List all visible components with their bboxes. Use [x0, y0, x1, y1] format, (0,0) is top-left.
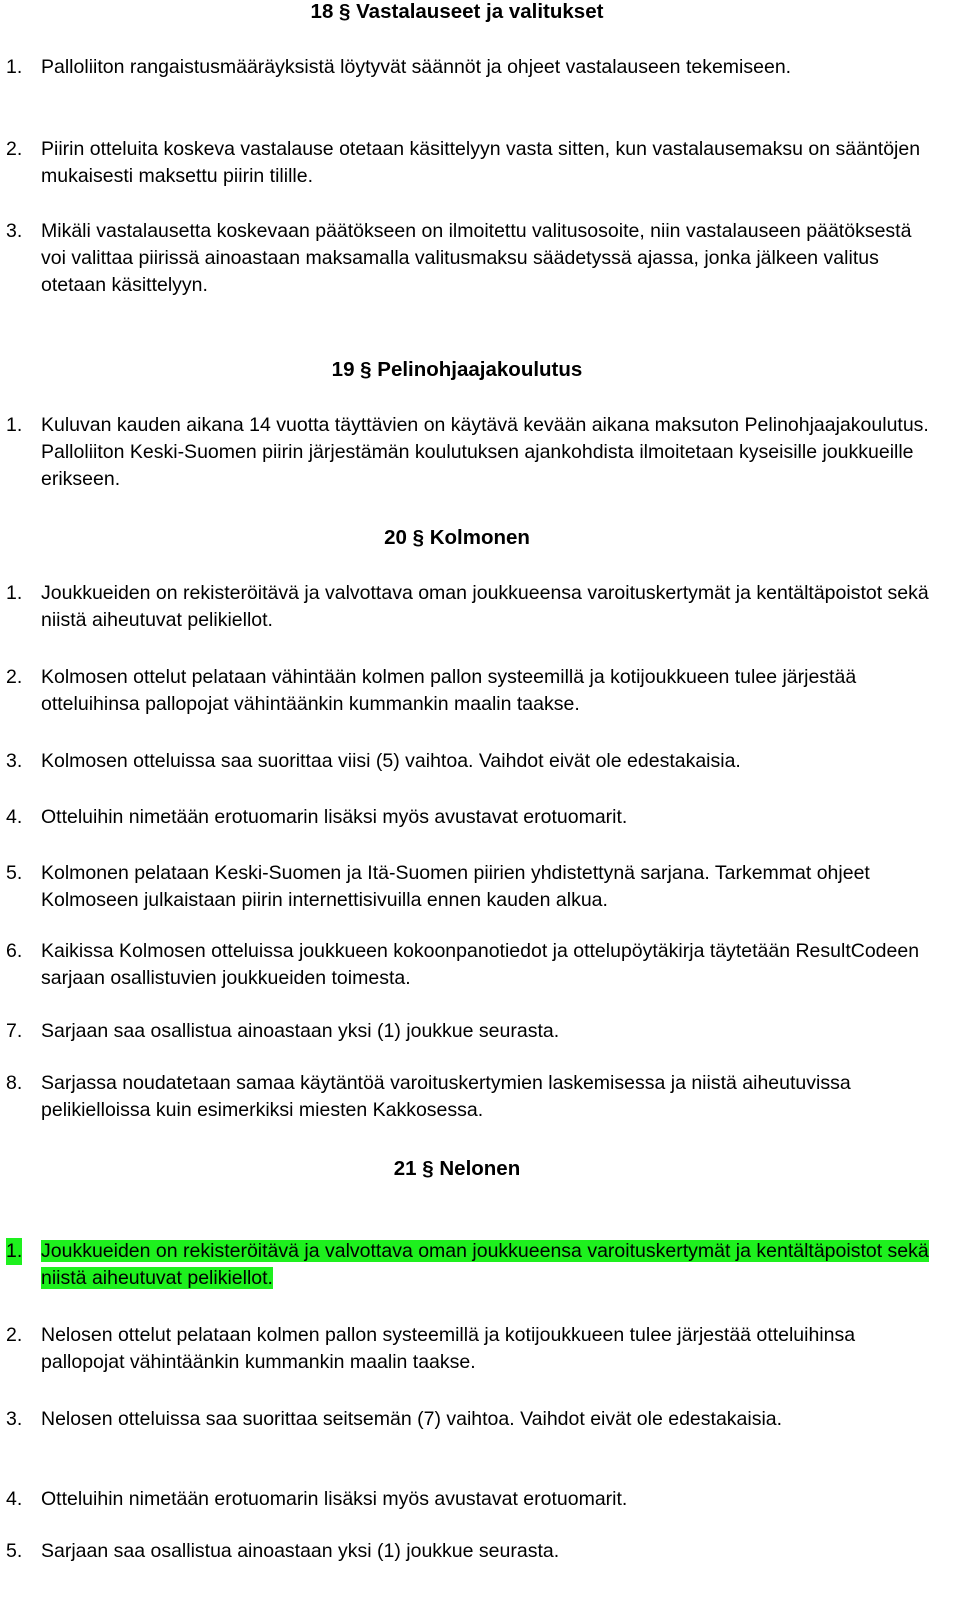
item-text: Sarjaan saa osallistua ainoastaan yksi (1) joukkue seurasta. — [41, 1020, 560, 1042]
item-text: Piirin otteluita koskeva vastalause otetaan käsittelyyn vasta sitten, kun vastalausemaksu on sääntöjen mukaisesti maksettu piirin tilille. — [41, 138, 921, 187]
item-number: 2. — [6, 138, 23, 160]
list-item — [6, 218, 932, 299]
list-item — [6, 1322, 932, 1376]
item-text: Kaikissa Kolmosen otteluissa joukkueen kokoonpanotiedot ja ottelupöytäkirja täytetään ResultCodeen sarjaan osallistuvien joukkueiden toimesta. — [41, 940, 920, 989]
item-number: 4. — [6, 806, 23, 828]
item-text-wrap — [41, 1238, 932, 1292]
item-text: Palloliiton rangaistusmääräyksistä löytyvät säännöt ja ohjeet vastalauseen tekemiseen. — [41, 56, 792, 78]
highlighted-text: Joukkueiden on rekisteröitävä ja valvottava oman joukkueensa varoituskertymät ja kentältäpoistot sekä niistä aiheutuvat pelikiellot. — [41, 1240, 929, 1289]
list-item — [6, 860, 932, 914]
list-item — [6, 1486, 932, 1513]
list-item — [6, 580, 932, 634]
list-item — [6, 1538, 932, 1565]
item-text: Nelosen ottelut pelataan kolmen pallon systeemillä ja kotijoukkueen tulee järjestää otteluihinsa pallopojat vähintäänkin kummankin maalin taakse. — [41, 1324, 856, 1373]
item-text: Sarjassa noudatetaan samaa käytäntöä varoituskertymien laskemisessa ja niistä aiheutuvissa pelikielloissa kuin esimerkiksi miesten Kakkosessa. — [41, 1072, 851, 1121]
item-text: Sarjaan saa osallistua ainoastaan yksi (1) joukkue seurasta. — [41, 1540, 560, 1562]
item-number: 2. — [6, 666, 23, 688]
list-item-highlighted — [6, 1238, 932, 1292]
item-text: Kuluvan kauden aikana 14 vuotta täyttävien on käytävä kevään aikana maksuton Pelinohjaajakoulutus. Palloliiton Keski-Suomen piirin järjestämän koulutuksen ajankohdista ilmoitetaan kyseisille joukkueille erikseen. — [41, 414, 929, 490]
section-heading-21: 21 § Nelonen — [393, 1157, 521, 1180]
item-text: Kolmosen otteluissa saa suorittaa viisi (5) vaihtoa. Vaihdot eivät ole edestakaisia. — [41, 750, 741, 772]
item-text: Mikäli vastalausetta koskevaan päätökseen on ilmoitettu valitusosoite, niin vastalauseen päätöksestä voi valittaa piirissä ainoastaan maksamalla valitusmaksu säädetyssä ajassa, jonka jälkeen valitus otetaan käsittelyyn. — [41, 220, 912, 296]
item-number: 1. — [6, 414, 23, 436]
list-item — [6, 1018, 932, 1045]
item-text: Otteluihin nimetään erotuomarin lisäksi myös avustavat erotuomarit. — [41, 806, 628, 828]
item-text: Kolmosen ottelut pelataan vähintään kolmen pallon systeemillä ja kotijoukkueen tulee järjestää otteluihinsa pallopojat vähintäänkin kummankin maalin taakse. — [41, 666, 857, 715]
item-number: 1. — [6, 56, 23, 78]
item-number: 7. — [6, 1020, 23, 1042]
item-text: Otteluihin nimetään erotuomarin lisäksi myös avustavat erotuomarit. — [41, 1488, 628, 1510]
list-item — [6, 748, 932, 775]
list-item — [6, 1070, 932, 1124]
item-number: 1. — [6, 582, 23, 604]
item-number: 4. — [6, 1488, 23, 1510]
item-text: Joukkueiden on rekisteröitävä ja valvottava oman joukkueensa varoituskertymät ja kentältäpoistot sekä niistä aiheutuvat pelikiellot. — [41, 582, 929, 631]
item-number: 3. — [6, 220, 23, 242]
item-text: Kolmonen pelataan Keski-Suomen ja Itä-Suomen piirien yhdistettynä sarjana. Tarkemmat ohjeet Kolmoseen julkaistaan piirin internettisivuilla ennen kauden alkua. — [41, 862, 870, 911]
item-number: 2. — [6, 1324, 23, 1346]
list-item — [6, 136, 932, 190]
section-heading-19: 19 § Pelinohjaajakoulutus — [331, 358, 583, 381]
list-item — [6, 1406, 932, 1433]
item-number: 8. — [6, 1072, 23, 1094]
item-number: 1. — [6, 1238, 22, 1265]
item-number: 3. — [6, 1408, 23, 1430]
item-number: 3. — [6, 750, 23, 772]
list-item — [6, 938, 932, 992]
item-number: 6. — [6, 940, 23, 962]
list-item — [6, 664, 932, 718]
list-item — [6, 54, 932, 81]
item-number: 5. — [6, 1540, 23, 1562]
list-item — [6, 412, 932, 493]
item-number: 5. — [6, 862, 23, 884]
section-heading-20: 20 § Kolmonen — [384, 526, 530, 549]
item-text: Nelosen otteluissa saa suorittaa seitsemän (7) vaihtoa. Vaihdot eivät ole edestakaisia. — [41, 1408, 783, 1430]
list-item — [6, 804, 932, 831]
section-heading-18: 18 § Vastalauseet ja valitukset — [310, 0, 604, 23]
